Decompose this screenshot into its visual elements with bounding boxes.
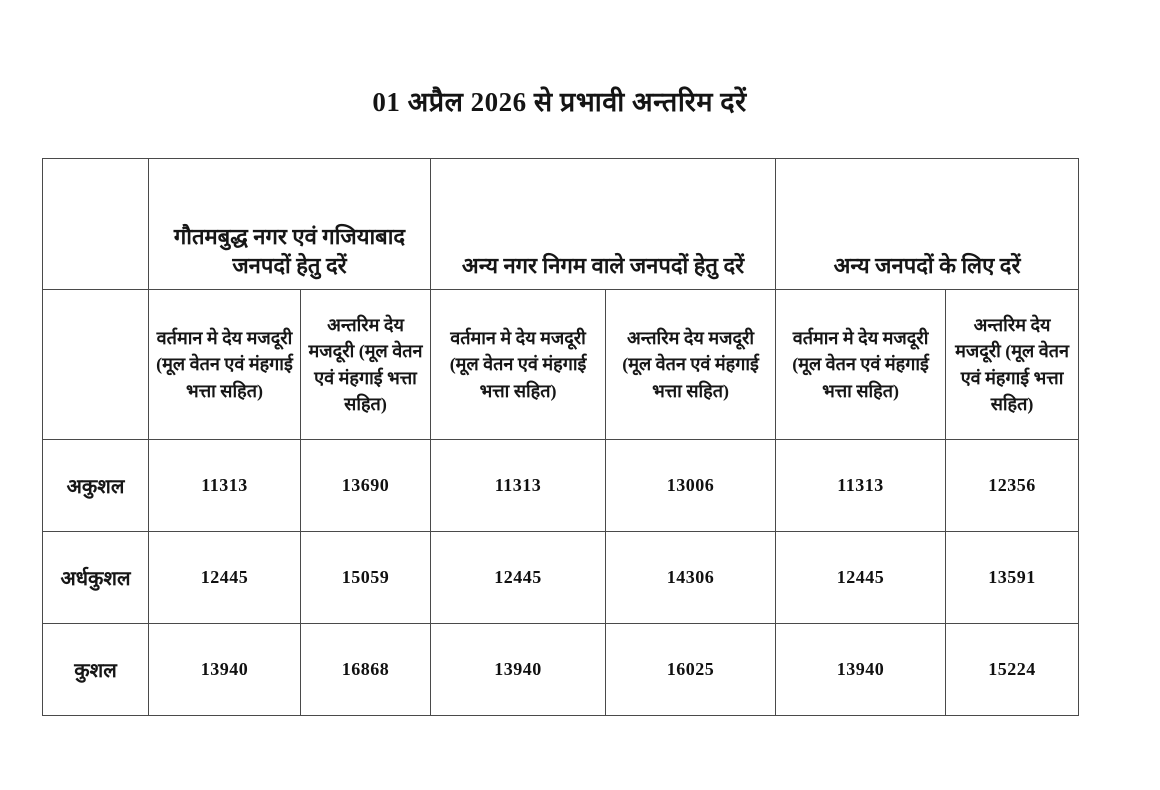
table-row-skilled: [43, 624, 1079, 716]
subheader-interim-wage-1: अन्तरिम देय मजदूरी (मूल वेतन एवं मंहगाई भत्ता सहित): [301, 290, 431, 440]
group-header-other-districts: अन्य जनपदों के लिए दरें: [776, 159, 1079, 290]
wage-rates-table: [42, 158, 1079, 716]
subheader-interim-wage-3: अन्तरिम देय मजदूरी (मूल वेतन एवं मंहगाई भत्ता सहित): [946, 290, 1079, 440]
table-row-unskilled: [43, 440, 1079, 532]
row-label-skilled: कुशल: [43, 624, 149, 716]
table-row-semi-skilled: [43, 532, 1079, 624]
subheader-current-wage-1: वर्तमान मे देय मजदूरी (मूल वेतन एवं मंहगाई भत्ता सहित): [149, 290, 301, 440]
value-cell: 14306: [606, 532, 776, 624]
value-cell: 15224: [946, 624, 1079, 716]
row-label-semi-skilled: अर्धकुशल: [43, 532, 149, 624]
subheader-current-wage-3: वर्तमान मे देय मजदूरी (मूल वेतन एवं मंहगाई भत्ता सहित): [776, 290, 946, 440]
subheader-interim-wage-2: अन्तरिम देय मजदूरी (मूल वेतन एवं मंहगाई भत्ता सहित): [606, 290, 776, 440]
value-cell: 12445: [431, 532, 606, 624]
value-cell: 13940: [149, 624, 301, 716]
value-cell: 15059: [301, 532, 431, 624]
group-header-gautam-buddha-nagar-ghaziabad: गौतमबुद्ध नगर एवं गजियाबाद जनपदों हेतु दरें: [149, 159, 431, 290]
group-header-row: [43, 159, 1079, 290]
value-cell: 11313: [149, 440, 301, 532]
value-cell: 12445: [776, 532, 946, 624]
value-cell: 13940: [776, 624, 946, 716]
value-cell: 13690: [301, 440, 431, 532]
value-cell: 12445: [149, 532, 301, 624]
label-column-empty-cell: [43, 290, 149, 440]
value-cell: 12356: [946, 440, 1079, 532]
document-title: 01 अप्रैल 2026 से प्रभावी अन्तरिम दरें: [372, 87, 747, 117]
value-cell: 13940: [431, 624, 606, 716]
value-cell: 11313: [776, 440, 946, 532]
subheader-current-wage-2: वर्तमान मे देय मजदूरी (मूल वेतन एवं मंहगाई भत्ता सहित): [431, 290, 606, 440]
value-cell: 13006: [606, 440, 776, 532]
corner-empty-cell: [43, 159, 149, 290]
sub-header-row: [43, 290, 1079, 440]
value-cell: 13591: [946, 532, 1079, 624]
value-cell: 11313: [431, 440, 606, 532]
value-cell: 16025: [606, 624, 776, 716]
value-cell: 16868: [301, 624, 431, 716]
row-label-unskilled: अकुशल: [43, 440, 149, 532]
group-header-other-municipal-corporation-districts: अन्य नगर निगम वाले जनपदों हेतु दरें: [431, 159, 776, 290]
